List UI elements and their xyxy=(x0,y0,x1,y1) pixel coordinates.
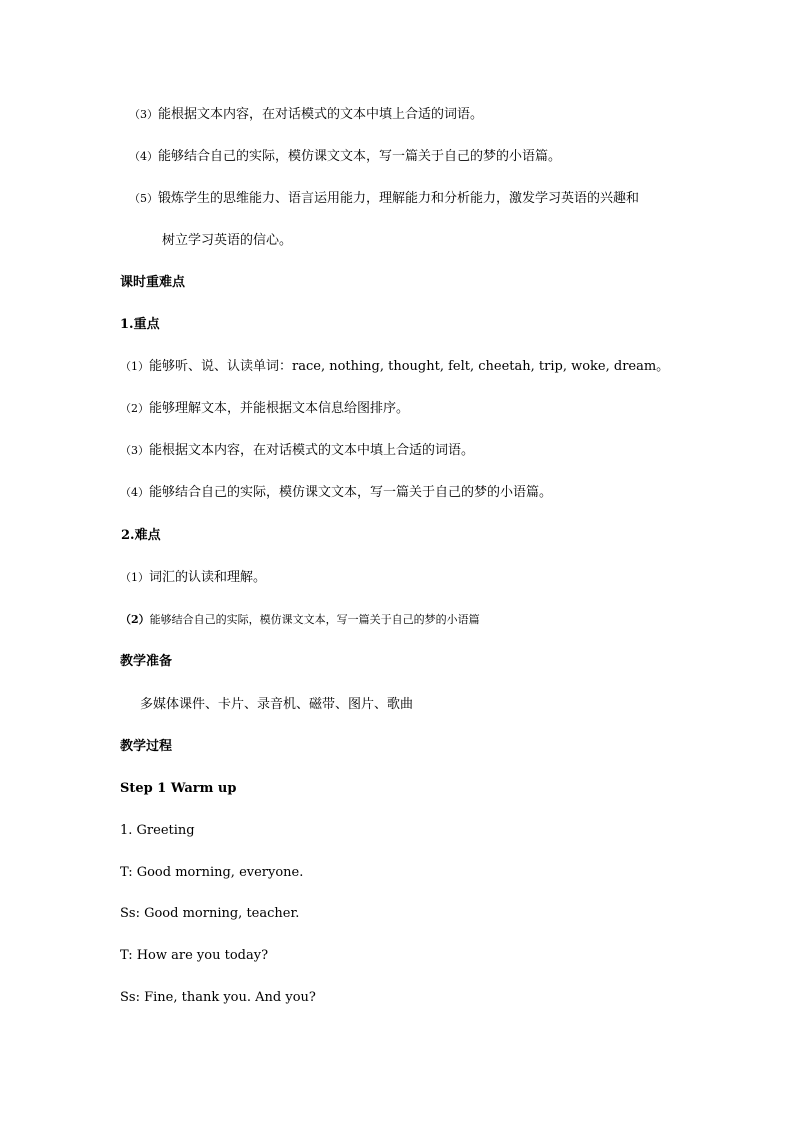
section-heading-key-difficult: 课时重难点 xyxy=(120,275,186,290)
key-item-2 xyxy=(120,400,409,418)
item-text: 能够结合自己的实际，模仿课文文本，写一篇关于自己的梦的小语篇 xyxy=(149,613,480,626)
section-heading-preparation: 教学准备 xyxy=(120,654,173,669)
item-text: 能够结合自己的实际，模仿课文文本，写一篇关于自己的梦的小语篇。 xyxy=(158,149,562,164)
item-number: （4） xyxy=(120,486,149,499)
step-heading: Step 1 Warm up xyxy=(120,781,237,796)
objective-4 xyxy=(129,148,561,166)
item-text: 锻炼学生的思维能力、语言运用能力，理解能力和分析能力，激发学习英语的兴趣和 xyxy=(158,191,640,206)
item-number: （3） xyxy=(129,108,158,121)
objective-3 xyxy=(129,106,483,124)
item-number: （4） xyxy=(129,150,158,163)
subheading-difficult: 2.难点 xyxy=(121,528,161,543)
item-text: 词汇的认读和理解。 xyxy=(149,570,267,585)
difficult-item-1 xyxy=(120,569,266,587)
key-item-3 xyxy=(120,442,474,460)
key-item-4 xyxy=(120,484,552,502)
preparation-text: 多媒体课件、卡片、录音机、磁带、图片、歌曲 xyxy=(140,697,414,712)
item-number: （1） xyxy=(120,360,149,373)
item-number: （3） xyxy=(120,444,149,457)
dialogue-line: T: Good morning, everyone. xyxy=(120,865,304,880)
key-item-1 xyxy=(120,358,669,376)
objective-5-wrap: 树立学习英语的信心。 xyxy=(162,233,293,248)
section-heading-process: 教学过程 xyxy=(120,739,173,754)
item-number: （2） xyxy=(120,613,150,626)
item-number: （1） xyxy=(120,571,149,584)
item-text: 能根据文本内容，在对话模式的文本中填上合适的词语。 xyxy=(149,443,475,458)
objective-5 xyxy=(129,190,639,208)
greeting-label: 1. Greeting xyxy=(120,823,195,838)
dialogue-line: Ss: Good morning, teacher. xyxy=(120,906,300,921)
item-text: 能够结合自己的实际，模仿课文文本，写一篇关于自己的梦的小语篇。 xyxy=(149,485,553,500)
dialogue-line: T: How are you today? xyxy=(120,948,269,963)
dialogue-line: Ss: Fine, thank you. And you? xyxy=(120,990,316,1005)
item-number: （2） xyxy=(120,402,149,415)
item-text: 能根据文本内容，在对话模式的文本中填上合适的词语。 xyxy=(158,107,484,122)
item-number: （5） xyxy=(129,192,158,205)
item-text: 能够理解文本，并能根据文本信息给图排序。 xyxy=(149,401,410,416)
item-text: 能够听、说、认读单词：race, nothing, thought, felt, cheetah, trip, woke, dream。 xyxy=(149,359,670,374)
difficult-item-2 xyxy=(120,611,480,629)
subheading-key: 1.重点 xyxy=(120,317,160,332)
